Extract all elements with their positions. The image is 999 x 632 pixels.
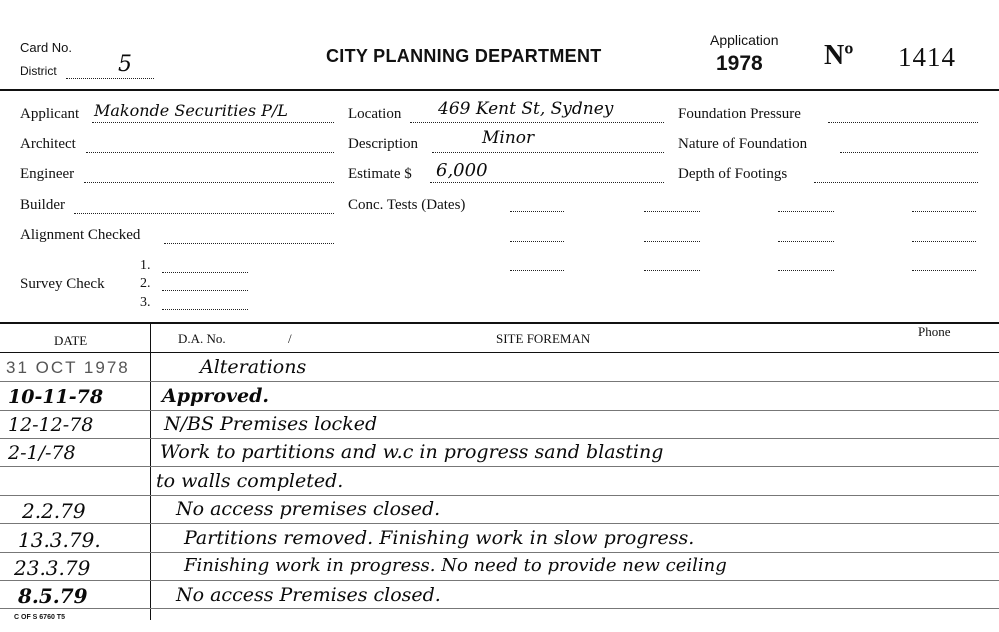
header-row-rule [0, 352, 999, 353]
date-column-divider [150, 324, 151, 620]
application-year: 1978 [716, 52, 763, 75]
survey-1-line [162, 272, 248, 273]
estimate-line [430, 182, 664, 183]
survey-2: 2. [140, 276, 151, 291]
row-line [0, 552, 999, 553]
conc-line-1d [912, 211, 976, 212]
engineer-label: Engineer [20, 166, 75, 182]
row-date: 10-11-78 [8, 386, 104, 408]
architect-line [86, 152, 334, 153]
row-date: 13.3.79. [18, 528, 101, 552]
row-entry: Alterations [200, 356, 307, 378]
conc-line-2b [644, 241, 700, 242]
description-line [432, 152, 664, 153]
survey-1: 1. [140, 258, 151, 273]
row-line [0, 608, 999, 609]
row-entry: No access premises closed. [176, 498, 441, 520]
application-number: 1414 [898, 42, 956, 72]
card-no-label: Card No. [20, 40, 73, 55]
applicant-label: Applicant [20, 106, 80, 122]
site-foreman-header: SITE FOREMAN [496, 331, 591, 346]
alignment-line [164, 243, 334, 244]
row-date: 31 OCT 1978 [6, 358, 130, 377]
row-date: 2.2.79 [22, 499, 86, 523]
conc-line-2c [778, 241, 834, 242]
phone-header: Phone [918, 324, 951, 339]
row-date: 23.3.79 [14, 556, 91, 580]
survey-3-line [162, 309, 248, 310]
conc-line-2a [510, 241, 564, 242]
row-entry: No access Premises closed. [176, 584, 441, 606]
conc-line-3a [510, 270, 564, 271]
row-date: 2-1/-78 [8, 442, 76, 464]
number-sign: Nº [824, 40, 854, 71]
estimate-value: 6,000 [436, 160, 488, 181]
row-entry: Work to partitions and w.c in progress sand blasting [160, 441, 664, 463]
row-line [0, 466, 999, 467]
da-header: D.A. No. [178, 331, 226, 346]
form-code: C OF S 6760 T5 [14, 614, 65, 621]
conc-line-3d [912, 270, 976, 271]
applicant-value: Makonde Securities P/L [94, 101, 288, 120]
survey-2-line [162, 290, 248, 291]
builder-line [74, 213, 334, 214]
depth-footings-line [814, 182, 978, 183]
alignment-label: Alignment Checked [20, 227, 141, 243]
location-line [410, 122, 664, 123]
conc-tests-label: Conc. Tests (Dates) [348, 197, 466, 213]
department-title: CITY PLANNING DEPARTMENT [326, 46, 602, 66]
row-date: 12-12-78 [8, 414, 94, 436]
estimate-label: Estimate $ [348, 166, 412, 182]
row-line [0, 381, 999, 382]
description-value: Minor [482, 128, 535, 148]
conc-line-3b [644, 270, 700, 271]
row-entry: to walls completed. [156, 470, 344, 492]
row-line [0, 410, 999, 411]
row-entry: Approved. [162, 385, 270, 407]
row-line [0, 523, 999, 524]
foundation-pressure-line [828, 122, 978, 123]
da-slash: / [288, 331, 292, 346]
district-line [66, 78, 154, 79]
description-label: Description [348, 136, 418, 152]
header-divider [0, 89, 999, 91]
row-line [0, 495, 999, 496]
district-label: District [20, 64, 57, 78]
architect-label: Architect [20, 136, 76, 152]
row-entry: N/BS Premises locked [164, 413, 378, 435]
location-value: 469 Kent St, Sydney [438, 99, 614, 119]
conc-line-3c [778, 270, 834, 271]
row-date: 8.5.79 [18, 584, 88, 608]
conc-line-1a [510, 211, 564, 212]
district-value: 5 [118, 52, 132, 77]
date-header: DATE [54, 333, 88, 348]
location-label: Location [348, 106, 402, 122]
row-entry: Finishing work in progress. No need to provide new ceiling [184, 555, 727, 576]
survey-label: Survey Check [20, 276, 105, 292]
conc-line-2d [912, 241, 976, 242]
conc-line-1b [644, 211, 700, 212]
application-label: Application [710, 32, 779, 48]
depth-footings-label: Depth of Footings [678, 166, 788, 182]
row-line [0, 580, 999, 581]
nature-foundation-label: Nature of Foundation [678, 136, 808, 152]
builder-label: Builder [20, 197, 65, 213]
applicant-line [92, 122, 334, 123]
engineer-line [84, 182, 334, 183]
foundation-pressure-label: Foundation Pressure [678, 106, 801, 122]
row-line [0, 438, 999, 439]
conc-line-1c [778, 211, 834, 212]
survey-3: 3. [140, 295, 151, 310]
row-entry: Partitions removed. Finishing work in slow progress. [184, 527, 695, 549]
nature-foundation-line [840, 152, 978, 153]
